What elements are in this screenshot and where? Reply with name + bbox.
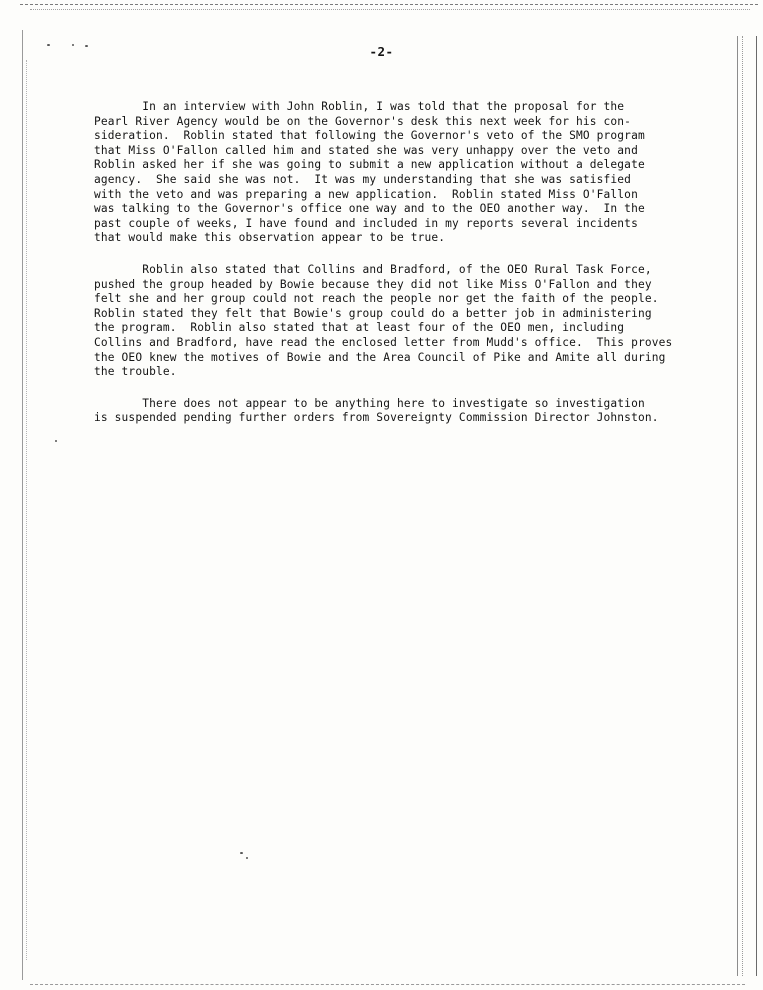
scan-speck xyxy=(55,440,57,442)
text-line: pushed the group headed by Bowie because they did not like Miss O'Fallon and they xyxy=(94,277,652,291)
scan-speck xyxy=(240,852,243,854)
scan-edge-left-dotted xyxy=(26,60,27,960)
text-line: that would make this observation appear to be true. xyxy=(94,231,446,245)
scan-edge-right xyxy=(737,36,738,976)
paragraph-conclusion xyxy=(94,397,694,426)
text-line: past couple of weeks, I have found and included in my reports several incidents xyxy=(94,216,638,230)
text-line: agency. She said she was not. It was my understanding that she was satisfied xyxy=(94,172,632,186)
text-line: the trouble. xyxy=(94,365,177,379)
text-line: Collins and Bradford, have read the enclosed letter from Mudd's office. This proves xyxy=(94,335,673,349)
document-body xyxy=(94,100,694,443)
scan-edge-top xyxy=(20,4,758,5)
text-line: Roblin also stated that Collins and Bradford, of the OEO Rural Task Force, xyxy=(94,262,652,276)
text-line: In an interview with John Roblin, I was told that the proposal for the xyxy=(94,100,625,113)
scan-speck xyxy=(246,857,248,859)
text-line: Pearl River Agency would be on the Governor's desk this next week for his con- xyxy=(94,114,632,128)
page-number: -2- xyxy=(369,44,394,59)
scan-edge-right-dotted xyxy=(742,36,743,976)
text-line: the OEO knew the motives of Bowie and the Area Council of Pike and Amite all during xyxy=(94,350,666,364)
text-line: Roblin stated they felt that Bowie's group could do a better job in administering xyxy=(94,306,652,320)
text-line: sideration. Roblin stated that following the Governor's veto of the SMO program xyxy=(94,129,645,143)
text-line: is suspended pending further orders from Sovereignty Commission Director Johnston. xyxy=(94,411,659,425)
text-line: Roblin asked her if she was going to submit a new application without a delegate xyxy=(94,158,645,172)
text-line: There does not appear to be anything here to investigate so investigation xyxy=(94,396,645,410)
paragraph-task-force xyxy=(94,263,694,380)
scan-edge-left xyxy=(22,30,23,980)
text-line: with the veto and was preparing a new application. Roblin stated Miss O'Fallon xyxy=(94,187,638,201)
scan-edge-right-outer xyxy=(756,36,757,976)
scan-edge-bottom xyxy=(30,984,745,985)
text-line: was talking to the Governor's office one way and to the OEO another way. In the xyxy=(94,202,645,216)
text-line: that Miss O'Fallon called him and stated she was very unhappy over the veto and xyxy=(94,143,638,157)
scan-edge-top-dotted xyxy=(30,9,750,10)
text-line: the program. Roblin also stated that at least four of the OEO men, including xyxy=(94,321,625,335)
text-line: felt she and her group could not reach the people nor get the faith of the people. xyxy=(94,292,659,306)
paragraph-interview xyxy=(94,100,694,246)
